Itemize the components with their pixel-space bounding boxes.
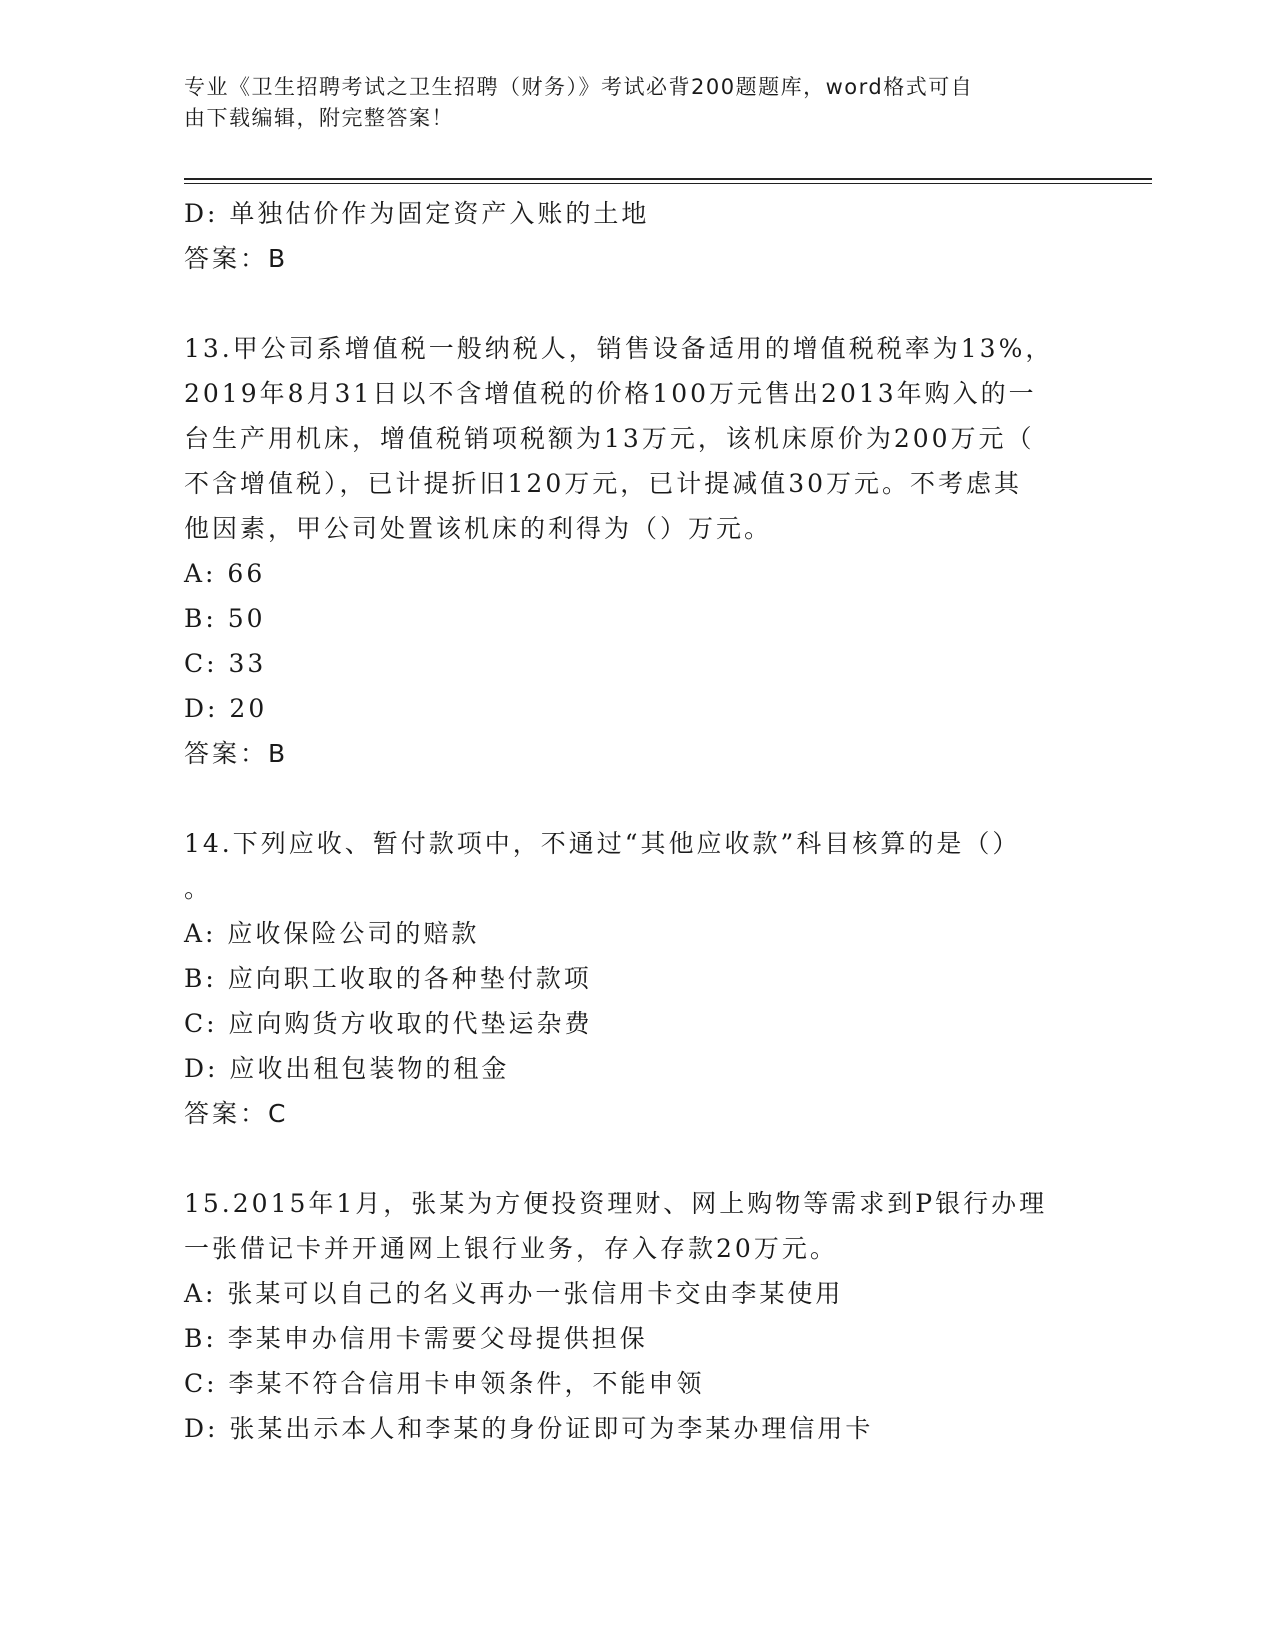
question-14-option-b: B: 应向职工收取的各种垫付款项 — [184, 964, 592, 993]
question-13-answer: 答案：B — [184, 739, 289, 768]
question-14-option-c: C: 应向购货方收取的代垫运杂费 — [184, 1009, 593, 1038]
document-body — [184, 191, 1084, 1451]
spacer — [184, 776, 1084, 821]
question-15-stem-line: 一张借记卡并开通网上银行业务，存入存款20万元。 — [184, 1234, 838, 1263]
question-13 — [184, 326, 1084, 776]
question-13-option-d: D: 20 — [184, 694, 268, 723]
question-15-option-c: C: 李某不符合信用卡申领条件，不能申领 — [184, 1369, 705, 1398]
header-rule-thin — [184, 183, 1152, 184]
spacer — [184, 1136, 1084, 1181]
question-14-option-d: D: 应收出租包装物的租金 — [184, 1054, 510, 1083]
question-14-option-a: A: 应收保险公司的赔款 — [184, 919, 480, 948]
question-13-stem-line: 2019年8月31日以不含增值税的价格100万元售出2013年购入的一 — [184, 379, 1037, 408]
header-line-1: 专业《卫生招聘考试之卫生招聘（财务）》考试必背200题题库，word格式可自 — [184, 75, 974, 99]
question-13-stem-line: 13.甲公司系增值税一般纳税人，销售设备适用的增值税税率为13%， — [184, 334, 1054, 363]
question-13-stem-line: 台生产用机床，增值税销项税额为13万元，该机床原价为200万元（ — [184, 424, 1035, 453]
question-13-stem-line: 他因素，甲公司处置该机床的利得为（）万元。 — [184, 514, 773, 543]
question-15-option-d: D: 张某出示本人和李某的身份证即可为李某办理信用卡 — [184, 1414, 874, 1443]
question-14 — [184, 821, 1084, 1136]
header-rule-thick — [184, 178, 1152, 180]
question-13-option-c: C: 33 — [184, 649, 267, 678]
question-15-stem-line: 15.2015年1月，张某为方便投资理财、网上购物等需求到P银行办理 — [184, 1189, 1048, 1218]
question-13-option-b: B: 50 — [184, 604, 266, 633]
prev-answer: 答案：B — [184, 244, 289, 273]
question-15 — [184, 1181, 1084, 1451]
question-13-stem-line: 不含增值税），已计提折旧120万元，已计提减值30万元。不考虑其 — [184, 469, 1023, 498]
question-14-stem-line: 。 — [184, 874, 213, 903]
question-15-option-a: A: 张某可以自己的名义再办一张信用卡交由李某使用 — [184, 1279, 844, 1308]
header-line-2: 由下载编辑，附完整答案！ — [184, 106, 454, 130]
question-14-stem-line: 14.下列应收、暂付款项中，不通过“其他应收款”科目核算的是（） — [184, 829, 1021, 858]
document-header — [184, 72, 1064, 134]
question-13-option-a: A: 66 — [184, 559, 266, 588]
spacer — [184, 281, 1084, 326]
question-15-option-b: B: 李某申办信用卡需要父母提供担保 — [184, 1324, 648, 1353]
question-14-answer: 答案：C — [184, 1099, 289, 1128]
prev-option-d: D: 单独估价作为固定资产入账的土地 — [184, 199, 650, 228]
